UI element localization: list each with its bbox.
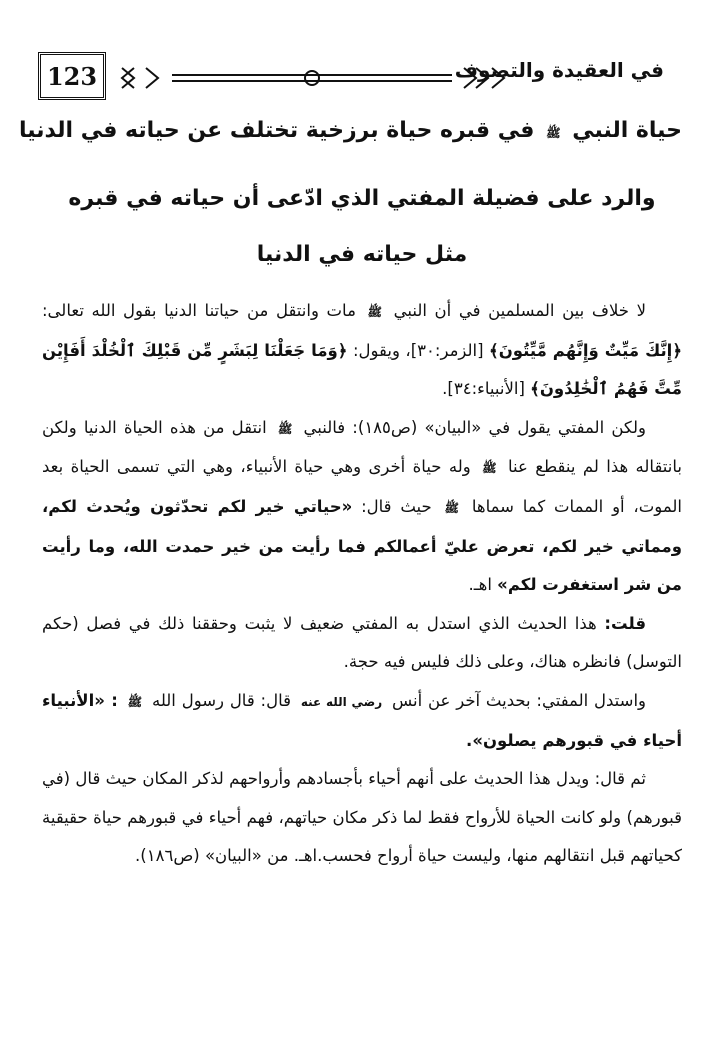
page-header: [38, 52, 664, 104]
text-run: هذا الحديث الذي استدل به المفتي ضعيف لا يثبت وحققنا ذلك في فصل (حكم التوسل) فانظره هناك، وعلى ذلك فليس فيه حجة.: [42, 613, 682, 672]
text-run: ولكن المفتي يقول في «البيان» (ص١٨٥): فالنبي: [303, 417, 646, 437]
text-run: انتقل من هذه الحياة الدنيا ولكن بانتقاله هذا لم ينقطع عنا: [42, 417, 682, 477]
text-run: اهـ.: [468, 575, 492, 595]
salutation-glyph: ﷺ: [367, 305, 383, 319]
hadith-quote: : «الأنبياء أحياء في قبورهم يصلون».: [42, 690, 682, 750]
paragraph-4: [42, 682, 682, 760]
salutation-glyph: ﷺ: [277, 421, 293, 436]
salutation-glyph: ﷺ: [444, 500, 460, 515]
chapter-title-line-1: [19, 118, 682, 144]
verse-reference: [الزمر:٣٠]، ويقول:: [352, 340, 484, 360]
text-run: قال: قال رسول الله: [151, 690, 291, 710]
text-run: واستدل المفتي: بحديث آخر عن أنس: [391, 690, 647, 710]
page-number: 123: [38, 52, 106, 100]
paragraph-2: [42, 409, 682, 605]
running-title: في العقيدة والتصوف: [454, 58, 664, 82]
text-run: حيث قال:: [361, 496, 432, 516]
salutation-glyph: ﷺ: [482, 461, 497, 476]
title-part-b: في قبره حياة برزخية تختلف عن حياته في الدنيا: [19, 118, 535, 143]
quran-verse: ﴿وَمَا جَعَلْنَا لِبَشَرٍ مِّن قَبْلِكَ ٱلْخُلْدَ أَفَإِيْن مِّتَّ فَهُمُ ٱلْخَٰلِدُونَ﴾: [42, 340, 682, 399]
quran-verse: ﴿إِنَّكَ مَيِّتٌ وَإِنَّهُم مَّيِّتُونَ﴾: [489, 340, 682, 360]
salutation-glyph: ﷺ: [546, 126, 561, 140]
hadith-quote: «حياتي خير لكم تحدّثون ويُحدث لكم، ومماتي خير لكم، تعرض عليّ أعمالكم فما رأيت من خير حمدت الله، وما رأيت من شر استغفرت لكم»: [42, 496, 682, 595]
paragraph-3: [42, 605, 682, 682]
chapter-title-line-2: والرد على فضيلة المفتي الذي ادّعى أن حياته في قبره: [68, 186, 656, 211]
salutation-glyph: ﷺ: [127, 694, 143, 709]
chapter-title-line-3: مثل حياته في الدنيا: [256, 242, 468, 267]
text-run: وله حياة أخرى وهي حياة الأنبياء، وهي التي تسمى الحياة بعد الموت، أو الممات كما سماها: [42, 457, 682, 516]
text-run: مات وانتقل من حياتنا الدنيا بقول الله تعالى:: [42, 301, 356, 320]
text-label: قلت:: [604, 613, 646, 633]
title-part-a: حياة النبي: [572, 118, 682, 143]
salutation-glyph: رضي الله عنه: [300, 694, 383, 709]
verse-reference: [الأنبياء:٣٤].: [442, 379, 525, 399]
text-run: لا خلاف بين المسلمين في أن النبي: [393, 301, 646, 320]
main-text: [42, 292, 682, 876]
paragraph-5: ثم قال: ويدل هذا الحديث على أنهم أحياء بأجسادهم وأرواحهم لذكر المكان حيث قال (في قبورهم) ولو كانت الحياة للأرواح فقط لما ذكر مكان حياتهم، فهم أحياء في قبورهم حياة حقيقية كحياتهم قبل انتقالهم منها، وليست حياة أرواح فحسب.اهـ. من «البيان» (ص١٨٦).: [42, 769, 682, 866]
decorative-ornament-icon: [112, 58, 510, 98]
paragraph-1: [42, 292, 682, 409]
